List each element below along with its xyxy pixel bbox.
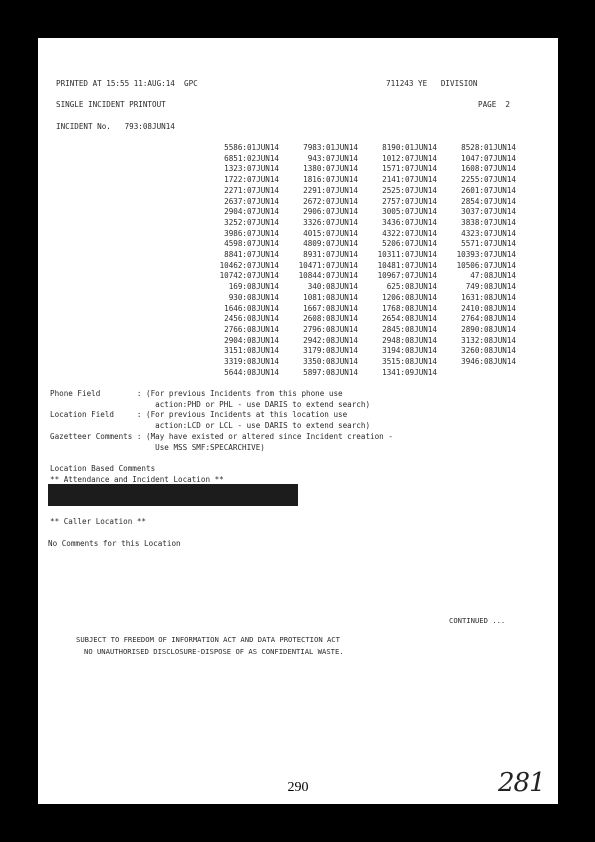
incident-reference: 8931:07JUN14 (303, 250, 358, 260)
table-row (200, 175, 516, 186)
incident-reference: 8841:07JUN14 (224, 250, 279, 260)
table-row (200, 261, 516, 272)
incident-reference: 10742:07JUN14 (219, 271, 279, 281)
table-row (200, 304, 516, 315)
incident-reference: 4015:07JUN14 (303, 228, 358, 238)
handwritten-page-number: 281 (498, 768, 545, 798)
incident-reference: 10462:07JUN14 (219, 260, 279, 270)
incident-reference: 6851:02JUN14 (224, 153, 279, 163)
incident-reference: 47:08JUN14 (470, 271, 516, 281)
incident-reference: 5586:01JUN14 (224, 143, 279, 152)
table-row (200, 293, 516, 304)
incident-reference: 169:08JUN14 (228, 282, 279, 292)
page-number: 290 (287, 780, 309, 795)
table-row (200, 314, 516, 325)
incident-reference: 10393:07JUN14 (456, 250, 516, 260)
table-row (200, 271, 516, 282)
incident-reference: 3326:07JUN14 (303, 217, 358, 227)
confidential-notice: NO UNAUTHORISED DISCLOSURE-DISPOSE OF AS CONFIDENTIAL WASTE. (84, 647, 344, 656)
incident-reference: 1380:07JUN14 (303, 164, 358, 174)
table-row (200, 346, 516, 357)
incident-reference: 1768:08JUN14 (382, 303, 437, 313)
incident-reference: 4323:07JUN14 (461, 228, 516, 238)
incident-reference: 3252:07JUN14 (224, 217, 279, 227)
incident-reference: 2608:08JUN14 (303, 314, 358, 324)
incident-reference: 2456:08JUN14 (224, 314, 279, 324)
table-row (200, 357, 516, 368)
incident-reference: 2672:07JUN14 (303, 196, 358, 206)
attendance-location-heading: ** Attendance and Incident Location ** (50, 475, 224, 484)
no-comments-text: No Comments for this Location (48, 539, 181, 548)
incident-reference: 5644:08JUN14 (224, 367, 279, 377)
incident-reference: 943:07JUN14 (307, 153, 358, 163)
incident-reference: 2904:07JUN14 (224, 207, 279, 217)
incident-reference: 1206:08JUN14 (382, 292, 437, 302)
incident-reference: 2141:07JUN14 (382, 175, 437, 185)
document-page (38, 38, 558, 804)
continued-marker: CONTINUED ... (449, 616, 506, 625)
gazetteer-comments: Gazetteer Comments : (May have existed or altered since Incident creation - Use MSS SMF:SPECARCHIVE) (50, 432, 393, 452)
incident-reference: 2291:07JUN14 (303, 185, 358, 195)
incident-reference: 2845:08JUN14 (382, 324, 437, 334)
incident-reference: 1667:08JUN14 (303, 303, 358, 313)
incident-reference: 2271:07JUN14 (224, 185, 279, 195)
incident-reference: 1646:08JUN14 (224, 303, 279, 313)
table-row (200, 229, 516, 240)
incident-reference: 4598:07JUN14 (224, 239, 279, 249)
incident-reference: 3350:08JUN14 (303, 357, 358, 367)
incident-reference: 8528:01JUN14 (461, 143, 516, 152)
incident-reference (437, 368, 516, 379)
incident-reference: 2654:08JUN14 (382, 314, 437, 324)
caller-location-heading: ** Caller Location ** (50, 517, 147, 526)
incident-reference: 1608:07JUN14 (461, 164, 516, 174)
incident-reference: 3132:08JUN14 (461, 335, 516, 345)
incident-reference: 3436:07JUN14 (382, 217, 437, 227)
incident-reference: 10967:07JUN14 (377, 271, 437, 281)
incident-reference: 2854:07JUN14 (461, 196, 516, 206)
location-based-comments-heading: Location Based Comments (50, 464, 156, 473)
phone-field: Phone Field : (For previous Incidents from this phone use action:PHD or PHL - use DARIS to extend search) (50, 389, 371, 409)
table-row (200, 186, 516, 197)
incident-reference: 3515:08JUN14 (382, 357, 437, 367)
division-code: 711243 YE DIVISION (386, 79, 478, 88)
incident-reference: 4322:07JUN14 (382, 228, 437, 238)
incident-reference: 1722:07JUN14 (224, 175, 279, 185)
table-row (200, 239, 516, 250)
linked-incidents-table (200, 143, 516, 378)
incident-reference: 5897:08JUN14 (303, 367, 358, 377)
incident-reference: 10506:07JUN14 (456, 260, 516, 270)
incident-reference: 930:08JUN14 (228, 292, 279, 302)
incident-reference: 340:08JUN14 (307, 282, 358, 292)
table-row (200, 207, 516, 218)
incident-reference: 1047:07JUN14 (461, 153, 516, 163)
incident-reference: 3151:08JUN14 (224, 346, 279, 356)
incident-reference: 4809:07JUN14 (303, 239, 358, 249)
incident-reference: 2942:08JUN14 (303, 335, 358, 345)
incident-reference: 10471:07JUN14 (298, 260, 358, 270)
table-row (200, 143, 516, 154)
incident-reference: 2764:08JUN14 (461, 314, 516, 324)
table-row (200, 197, 516, 208)
incident-reference: 1081:08JUN14 (303, 292, 358, 302)
location-field: Location Field : (For previous Incidents at this location use action:LCD or LCL - use DARIS to extend search) (50, 410, 371, 430)
incident-reference: 2766:08JUN14 (224, 324, 279, 334)
table-row (200, 336, 516, 347)
incident-reference: 1631:08JUN14 (461, 292, 516, 302)
incident-reference: 2410:08JUN14 (461, 303, 516, 313)
redaction-bar (48, 484, 298, 506)
incident-reference: 2796:08JUN14 (303, 324, 358, 334)
incident-reference: 2525:07JUN14 (382, 185, 437, 195)
incident-reference: 3194:08JUN14 (382, 346, 437, 356)
incident-reference: 3986:07JUN14 (224, 228, 279, 238)
incident-reference: 3005:07JUN14 (382, 207, 437, 217)
table-row (200, 218, 516, 229)
table-row (200, 325, 516, 336)
incident-reference: 3946:08JUN14 (461, 357, 516, 367)
incident-reference: 2904:08JUN14 (224, 335, 279, 345)
incident-number: INCIDENT No. 793:08JUN14 (56, 122, 175, 131)
incident-reference: 1012:07JUN14 (382, 153, 437, 163)
incident-reference: 10844:07JUN14 (298, 271, 358, 281)
incident-reference: 1816:07JUN14 (303, 175, 358, 185)
table-row (200, 154, 516, 165)
incident-reference: 2601:07JUN14 (461, 185, 516, 195)
incident-reference: 1323:07JUN14 (224, 164, 279, 174)
incident-reference: 2637:07JUN14 (224, 196, 279, 206)
incident-reference: 2890:08JUN14 (461, 324, 516, 334)
incident-reference: 3179:08JUN14 (303, 346, 358, 356)
incident-reference: 8190:01JUN14 (382, 143, 437, 152)
page-indicator: PAGE 2 (478, 100, 511, 109)
incident-reference: 1341:09JUN14 (382, 367, 437, 377)
table-row (200, 250, 516, 261)
incident-reference: 2906:07JUN14 (303, 207, 358, 217)
incident-reference: 3037:07JUN14 (461, 207, 516, 217)
document-title: SINGLE INCIDENT PRINTOUT (56, 100, 166, 109)
incident-reference: 3319:08JUN14 (224, 357, 279, 367)
foi-notice: SUBJECT TO FREEDOM OF INFORMATION ACT AND DATA PROTECTION ACT (76, 635, 340, 644)
incident-reference: 749:08JUN14 (465, 282, 516, 292)
printed-timestamp: PRINTED AT 15:55 11:AUG:14 GPC (56, 79, 198, 88)
table-row (200, 368, 516, 379)
incident-reference: 10311:07JUN14 (377, 250, 437, 260)
incident-reference: 3838:07JUN14 (461, 217, 516, 227)
incident-reference: 5571:07JUN14 (461, 239, 516, 249)
incident-reference: 5206:07JUN14 (382, 239, 437, 249)
incident-reference: 625:08JUN14 (386, 282, 437, 292)
incident-reference: 1571:07JUN14 (382, 164, 437, 174)
incident-reference: 3260:08JUN14 (461, 346, 516, 356)
incident-reference: 2255:07JUN14 (461, 175, 516, 185)
incident-reference: 10481:07JUN14 (377, 260, 437, 270)
incident-reference: 7983:01JUN14 (303, 143, 358, 152)
table-row (200, 282, 516, 293)
incident-reference: 2948:08JUN14 (382, 335, 437, 345)
incident-reference: 2757:07JUN14 (382, 196, 437, 206)
table-row (200, 164, 516, 175)
